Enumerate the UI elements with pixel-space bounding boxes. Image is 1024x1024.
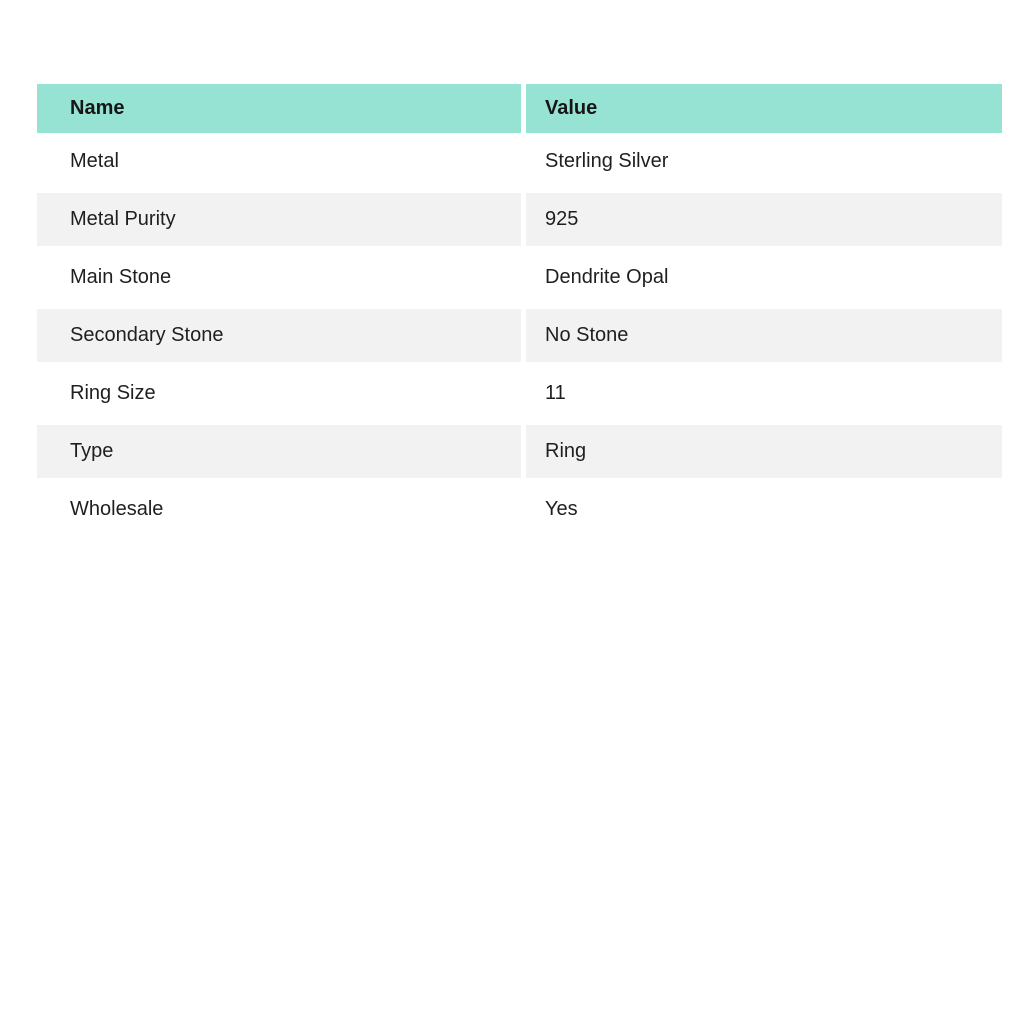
table-row-ring-size: [37, 365, 1002, 423]
column-header-name: Name: [37, 84, 526, 133]
attribute-value-cell: 925: [526, 191, 1002, 249]
column-header-value: Value: [526, 84, 1002, 133]
header-row: [37, 84, 1002, 133]
attribute-value-cell: 11: [526, 365, 1002, 423]
attribute-name-cell: Secondary Stone: [37, 307, 526, 365]
table-row-metal-purity: [37, 191, 1002, 249]
attribute-value-cell: Dendrite Opal: [526, 249, 1002, 307]
table-row-secondary-stone: [37, 307, 1002, 365]
table-row-wholesale: [37, 481, 1002, 539]
product-attributes-table: [37, 84, 1002, 539]
attribute-value-cell: Sterling Silver: [526, 133, 1002, 191]
table-row-main-stone: [37, 249, 1002, 307]
attribute-name-cell: Ring Size: [37, 365, 526, 423]
attribute-value-cell: Ring: [526, 423, 1002, 481]
table-header: [37, 84, 1002, 133]
attribute-name-cell: Type: [37, 423, 526, 481]
attribute-name-cell: Wholesale: [37, 481, 526, 539]
attribute-name-cell: Metal: [37, 133, 526, 191]
attribute-value-cell: No Stone: [526, 307, 1002, 365]
table-row-type: [37, 423, 1002, 481]
attribute-value-cell: Yes: [526, 481, 1002, 539]
attribute-name-cell: Main Stone: [37, 249, 526, 307]
attribute-name-cell: Metal Purity: [37, 191, 526, 249]
table-row-metal: [37, 133, 1002, 191]
table-body: [37, 133, 1002, 539]
